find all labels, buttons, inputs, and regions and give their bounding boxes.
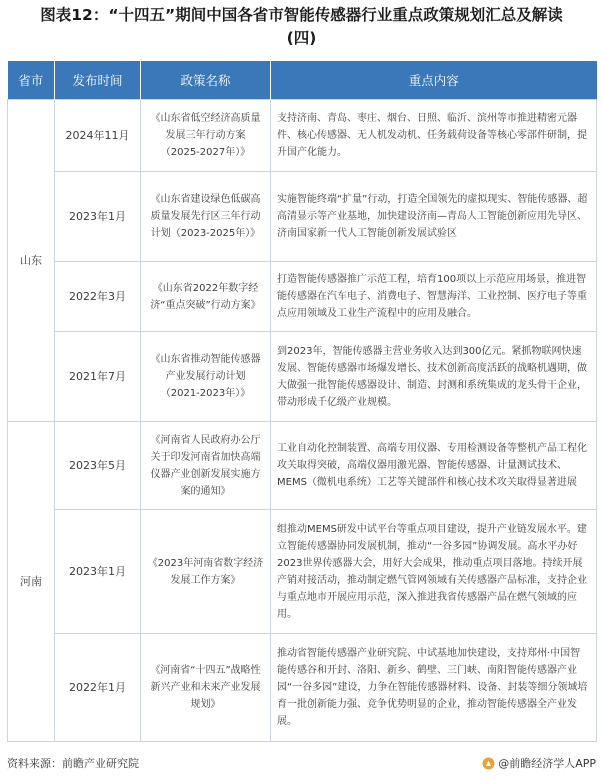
policy-name-cell: 《山东省2022年数字经济“重点突破”行动方案》 xyxy=(141,262,271,332)
table-row xyxy=(8,634,597,742)
date-cell: 2023年5月 xyxy=(55,422,141,510)
title-line-2: (四) xyxy=(286,29,317,47)
date-cell: 2023年1月 xyxy=(55,172,141,262)
content-cell: 打造智能传感器推广示范工程，培育100项以上示范应用场景，推进智能传感器在汽车电子、消费电子、智慧海洋、工业控制、医疗电子等重点应用领域及工业生产流程中的应用及融合。 xyxy=(271,262,597,332)
date-cell: 2022年3月 xyxy=(55,262,141,332)
table-row xyxy=(8,172,597,262)
policy-name-cell: 《河南省人民政府办公厅关于印发河南省加快高端仪器产业创新发展实施方案的通知》 xyxy=(141,422,271,510)
province-cell-shandong: 山东 xyxy=(8,100,55,422)
content-cell: 到2023年，智能传感器主营业务收入达到300亿元。紧抓物联网快速发展、智能传感器市场爆发增长、技术创新高度活跃的战略机遇期，做大做强一批智能传感器设计、制造、封测和系统集成的龙头骨干企业，带动形成千亿级产业规模。 xyxy=(271,332,597,422)
content-cell: 支持济南、青岛、枣庄、烟台、日照、临沂、滨州等市推进精密元器件、核心传感器、无人机发动机、任务载荷设备等核心零部件研制，提升国产化能力。 xyxy=(271,100,597,172)
policy-name-cell: 《山东省低空经济高质量发展三年行动方案（2025-2027年）》 xyxy=(141,100,271,172)
brand-credit xyxy=(482,755,596,771)
table-row xyxy=(8,510,597,634)
date-cell: 2024年11月 xyxy=(55,100,141,172)
brand-label: @前瞻经济学人APP xyxy=(498,757,596,770)
source-note: 资料来源：前瞻产业研究院 xyxy=(7,757,139,770)
policy-name-cell: 《河南省“十四五”战略性新兴产业和未来产业发展规划》 xyxy=(141,634,271,742)
header-province: 省市 xyxy=(8,61,55,100)
content-cell: 工业自动化控制装置、高端专用仪器、专用检测设备等整机产品工程化攻关取得突破，高端仪器用激光器、智能传感器、计量测试技术、MEMS（微机电系统）工艺等关键部件和核心技术攻关取得显著进展 xyxy=(271,422,597,510)
table-row xyxy=(8,422,597,510)
content-cell: 组推动MEMS研发中试平台等重点项目建设，提升产业链发展水平。建立智能传感器协同发展机制，推动“一谷多园”协调发展。高水平办好2023世界传感器大会，用好大会成果，推动重点项目落地。持续开展产销对接活动，推动制定燃气管网领域有关传感器产品标准，支持企业与重点地市开展应用示范，深入推进我省传感器产品在燃气领域的应用。 xyxy=(271,510,597,634)
policy-name-cell: 《山东省建设绿色低碳高质量发展先行区三年行动计划（2023-2025年）》 xyxy=(141,172,271,262)
province-cell-henan: 河南 xyxy=(8,422,55,742)
header-policy: 政策名称 xyxy=(141,61,271,100)
title-line-1: 图表12：“十四五”期间中国各省市智能传感器行业重点政策规划汇总及解读 xyxy=(40,6,563,24)
table-row xyxy=(8,262,597,332)
page-title xyxy=(0,4,603,50)
table-header-row xyxy=(8,61,597,100)
header-date: 发布时间 xyxy=(55,61,141,100)
brand-logo-icon xyxy=(482,757,495,770)
date-cell: 2023年1月 xyxy=(55,510,141,634)
policy-table xyxy=(7,61,597,742)
table-row xyxy=(8,100,597,172)
content-cell: 推动省智能传感器产业研究院、中试基地加快建设，支持郑州·中国智能传感谷和开封、洛阳、新乡、鹤壁、三门峡、南阳智能传感器产业园“一谷多园”建设，力争在智能传感器材料、设备、封装等细分领域培育一批创新能力强、竞争优势明显的企业，推动智能传感器全产业发展。 xyxy=(271,634,597,742)
date-cell: 2022年1月 xyxy=(55,634,141,742)
content-cell: 实施智能终端“扩量”行动，打造全国领先的虚拟现实、智能传感器、超高清显示等产业基地，加快建设济南—青岛人工智能创新应用先导区、济南国家新一代人工智能创新发展试验区 xyxy=(271,172,597,262)
policy-name-cell: 《山东省推动智能传感器产业发展行动计划（2021-2023年）》 xyxy=(141,332,271,422)
policy-name-cell: 《2023年河南省数字经济发展工作方案》 xyxy=(141,510,271,634)
date-cell: 2021年7月 xyxy=(55,332,141,422)
header-content: 重点内容 xyxy=(271,61,597,100)
table-row xyxy=(8,332,597,422)
footer xyxy=(7,752,596,774)
